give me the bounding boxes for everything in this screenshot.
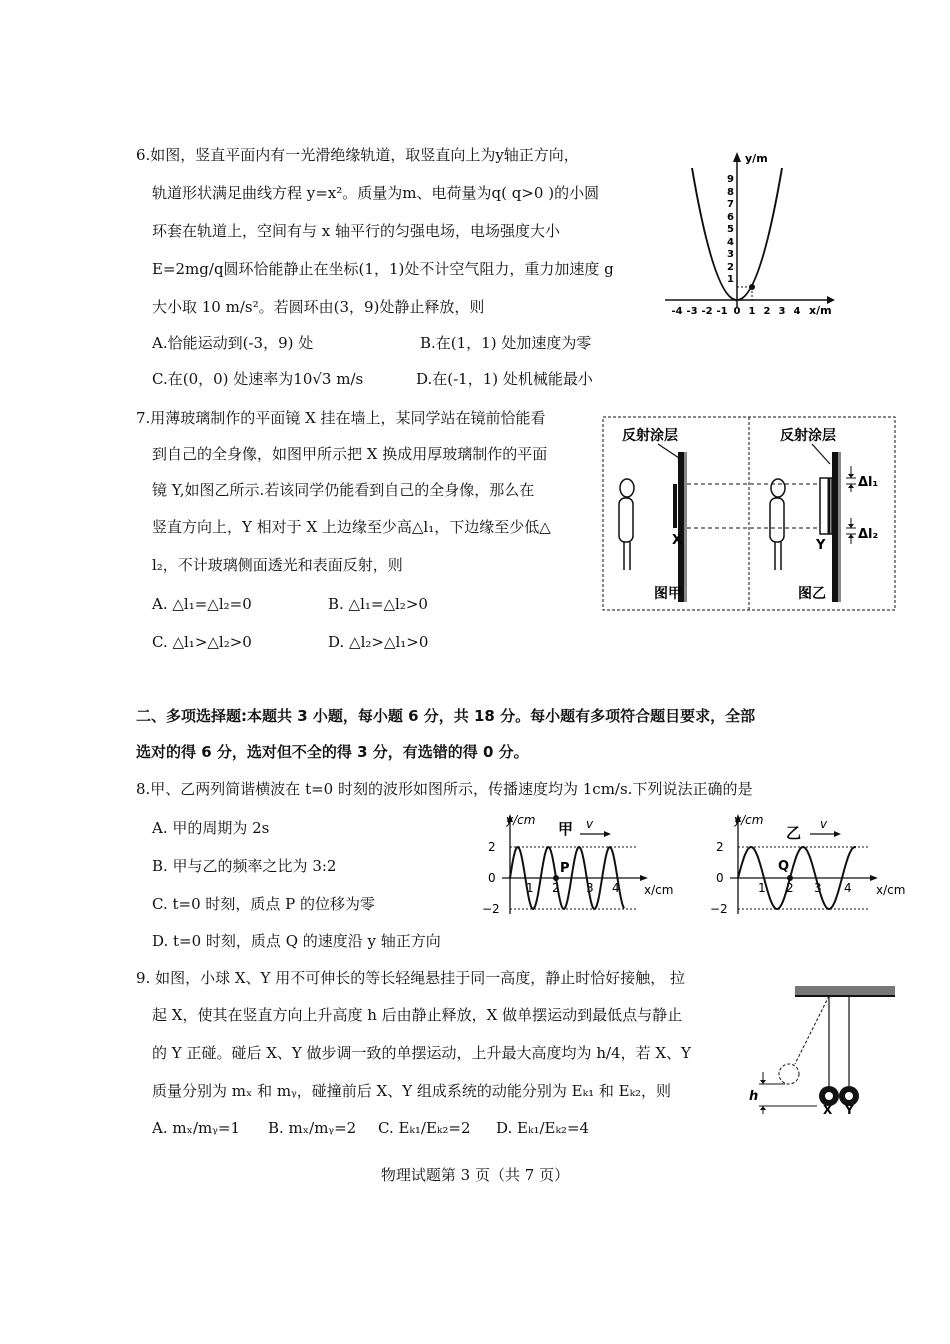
x-tick: -3	[686, 306, 698, 317]
wave-jia-name: 甲	[558, 820, 574, 838]
point-q-marker	[787, 875, 793, 881]
q9-line-2: 起 X，使其在竖直方向上升高度 h 后由静止释放，X 做单摆运动到最低点与静止	[152, 1006, 683, 1024]
pendulum-figure	[745, 982, 905, 1114]
wave-yi-xlabel: x/cm	[876, 883, 906, 897]
page-footer: 物理试题第 3 页（共 7 页）	[380, 1166, 570, 1184]
wave-jia-v: v	[586, 817, 594, 831]
q6-line-1: 6.如图，竖直平面内有一光滑绝缘轨道，取竖直向上为y轴正方向，	[136, 146, 579, 164]
wave-figure-yi	[706, 810, 916, 918]
delta-l1-label: Δl₁	[858, 475, 879, 490]
x-tick: 3	[778, 306, 786, 317]
ceiling	[795, 986, 895, 996]
wave-yi-ytick: 0	[716, 871, 724, 885]
ball-x-label: X	[823, 1103, 833, 1114]
wave-figure-jia	[478, 810, 678, 918]
q9-line-4: 质量分别为 mₓ 和 mᵧ，碰撞前后 X、Y 组成系统的动能分别为 Eₖ₁ 和 Eₖ₂，则	[152, 1082, 672, 1100]
q7-line-1: 7.用薄玻璃制作的平面镜 X 挂在墙上，某同学站在镜前恰能看	[136, 409, 546, 427]
q6-option-c: C.在(0，0) 处速率为10√3 m/s	[152, 370, 364, 388]
wave-yi-xtick: 4	[844, 881, 852, 895]
mirror-y-label: Y	[816, 538, 826, 553]
mirror-figure	[602, 416, 896, 612]
q6-line-5: 大小取 10 m/s²。若圆环由(3，9)处静止释放，则	[152, 298, 485, 316]
height-label: h	[749, 1089, 759, 1104]
q9-option-d: D. Eₖ₁/Eₖ₂=4	[496, 1119, 590, 1137]
point-p-marker	[553, 875, 559, 881]
wave-jia-xtick: 2	[552, 881, 560, 895]
q7-line-2: 到自己的全身像，如图甲所示把 X 换成用厚玻璃制作的平面	[152, 445, 548, 463]
person-right	[770, 479, 785, 570]
x-tick: 4	[793, 306, 801, 317]
q7-line-4: 竖直方向上，Y 相对于 X 上边缘至少高△l₁，下边缘至少低△	[152, 518, 551, 536]
x-axis-label: x/m	[809, 304, 832, 317]
caption-left: 图甲	[654, 586, 682, 602]
q6-line-3: 环套在轨道上，空间有与 x 轴平行的匀强电场，电场强度大小	[152, 222, 560, 240]
x-tick: 1	[748, 306, 756, 317]
wave-jia-ytick: −2	[482, 902, 500, 916]
q8-stem: 8.甲、乙两列简谐横波在 t=0 时刻的波形如图所示，传播速度均为 1cm/s.下列说法正确的是	[136, 780, 753, 798]
x-tick: -1	[716, 306, 728, 317]
section2-heading-1: 二、多项选择题:本题共 3 小题，每小题 6 分，共 18 分。每小题有多项符合题目要求，全部	[136, 707, 756, 725]
mirror-x-label: X	[672, 533, 683, 548]
q7-option-d: D. △l₂>△l₁>0	[328, 633, 429, 651]
y-tick: 6	[727, 212, 734, 223]
y-tick: 8	[727, 187, 734, 198]
q6-option-b: B.在(1，1) 处加速度为零	[420, 334, 592, 352]
q8-option-a: A. 甲的周期为 2s	[152, 819, 270, 837]
q6-line-2: 轨道形状满足曲线方程 y=x²。质量为m、电荷量为q( q>0 )的小圆	[152, 184, 600, 202]
coating-label-right: 反射涂层	[780, 428, 836, 444]
y-tick: 4	[727, 237, 734, 248]
y-tick: 5	[727, 224, 734, 235]
wave-yi-name: 乙	[786, 824, 802, 842]
ring-marker	[749, 284, 755, 290]
q8-option-c: C. t=0 时刻，质点 P 的位移为零	[152, 895, 376, 913]
wave-yi-ytick: −2	[710, 902, 728, 916]
wave-yi-xtick: 1	[758, 881, 766, 895]
q6-option-a: A.恰能运动到(-3，9) 处	[152, 334, 314, 352]
y-tick: 1	[727, 274, 734, 285]
wave-jia-ytick: 0	[488, 871, 496, 885]
wave-yi-xtick: 2	[786, 881, 794, 895]
wave-jia-xtick: 1	[526, 881, 534, 895]
y-tick: 2	[727, 262, 734, 273]
q7-line-3: 镜 Y,如图乙所示.若该同学仍能看到自己的全身像，那么在	[152, 481, 535, 499]
wave-yi-ytick: 2	[716, 840, 724, 854]
coating-label-left: 反射涂层	[622, 428, 678, 444]
parabola-figure	[655, 148, 835, 320]
y-tick: 9	[727, 174, 734, 185]
wave-jia-xlabel: x/cm	[644, 883, 674, 897]
point-p-label: P	[560, 861, 570, 876]
x-tick: -4	[671, 306, 683, 317]
wave-yi-v: v	[820, 817, 828, 831]
wall-left	[678, 452, 684, 602]
wall-right	[832, 452, 838, 602]
wave-yi-xtick: 3	[814, 881, 822, 895]
section2-heading-2: 选对的得 6 分，选对但不全的得 3 分，有选错的得 0 分。	[136, 743, 529, 761]
y-tick: 3	[727, 249, 734, 260]
ball-y-label: Y	[845, 1103, 854, 1114]
x-tick: 0	[733, 306, 741, 317]
q9-option-a: A. mₓ/mᵧ=1	[152, 1119, 240, 1137]
q6-line-4: E=2mg/q圆环恰能静止在坐标(1，1)处不计空气阻力，重力加速度 g	[152, 260, 614, 278]
q9-line-1: 9. 如图，小球 X、Y 用不可伸长的等长轻绳悬挂于同一高度，静止时恰好接触， 拉	[136, 969, 685, 987]
q9-line-3: 的 Y 正碰。碰后 X、Y 做步调一致的单摆运动，上升最大高度均为 h/4，若 X、Y	[152, 1044, 691, 1062]
wave-jia-xtick: 4	[612, 881, 620, 895]
y-axis-label: y/m	[745, 152, 768, 165]
x-tick: 2	[763, 306, 771, 317]
y-tick: 7	[727, 199, 734, 210]
wave-jia-xtick: 3	[586, 881, 594, 895]
raised-ball-ghost	[779, 1064, 799, 1084]
caption-right: 图乙	[798, 586, 826, 602]
point-q-label: Q	[778, 859, 790, 874]
q8-option-b: B. 甲与乙的频率之比为 3:2	[152, 857, 337, 875]
delta-l2-label: Δl₂	[858, 527, 879, 542]
wave-yi-ylabel: y/cm	[734, 813, 764, 827]
person-left	[619, 479, 634, 570]
q8-option-d: D. t=0 时刻，质点 Q 的速度沿 y 轴正方向	[152, 932, 441, 950]
q6-option-d: D.在(-1，1) 处机械能最小	[416, 370, 593, 388]
q7-line-5: l₂，不计玻璃侧面透光和表面反射，则	[152, 556, 403, 574]
q7-option-a: A. △l₁=△l₂=0	[152, 595, 252, 613]
x-tick: -2	[701, 306, 713, 317]
q7-option-c: C. △l₁>△l₂>0	[152, 633, 252, 651]
wave-jia-ytick: 2	[488, 840, 496, 854]
q7-option-b: B. △l₁=△l₂>0	[328, 595, 428, 613]
q9-option-b: B. mₓ/mᵧ=2	[268, 1119, 357, 1137]
wave-jia-ylabel: y/cm	[506, 813, 536, 827]
q9-option-c: C. Eₖ₁/Eₖ₂=2	[378, 1119, 471, 1137]
